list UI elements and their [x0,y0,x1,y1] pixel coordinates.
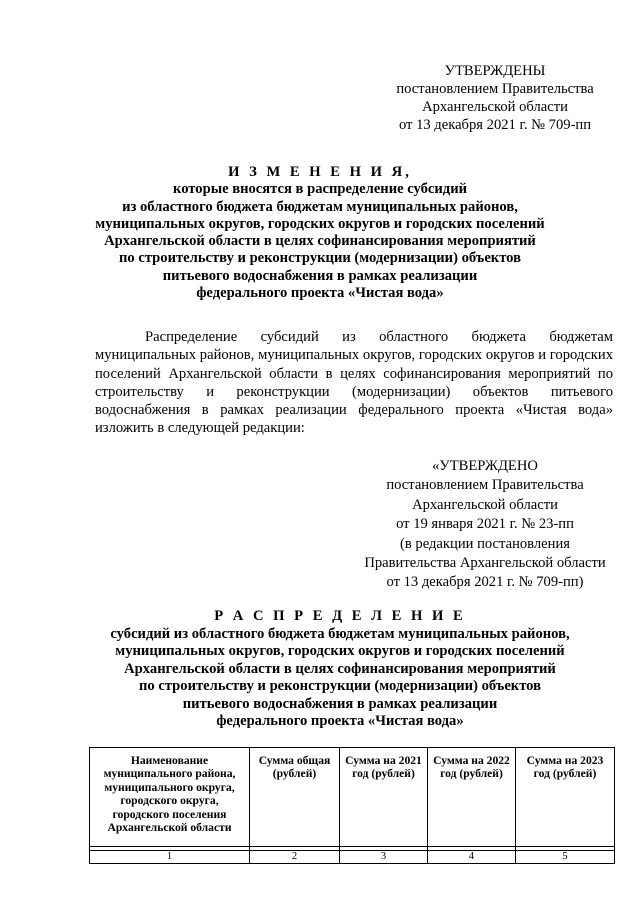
distribution-title-line: субсидий из областного бюджета бюджетам муниципальных районов, [110,625,570,642]
distribution-title-line: Архангельской области в целях софинансирования мероприятий [124,660,556,677]
table-row-column-numbers [90,851,615,864]
header-sum-2023: Сумма на 2023 год (рублей) [516,748,615,847]
distribution-title-line: федерального проекта «Чистая вода» [216,713,464,729]
approval2-line: Архангельской области [412,496,558,513]
table-header-row [90,748,615,847]
approval-stamp [360,62,630,134]
header-municipality: Наименование муниципального района, муниципального округа, городского округа, городского поселения Архангельской области [90,748,250,847]
approval2-date: от 13 декабря 2021 г. № 709-пп) [386,574,584,591]
approval2-line: постановлением Правительства [386,477,584,494]
body-paragraph: Распределение субсидий из областного бюджета бюджетам муниципальных районов, муниципальных округов, городских округов и городских поселений Архангельской области в целях софинансирования мероприятий по строительству и реконструкции (модернизации) объектов питьевого водоснабжения в рамках реализации федерального проекта «Чистая вода» изложить в следующей редакции: [95,329,613,437]
distribution-table [89,747,615,864]
changes-title-line: Архангельской области в целях софинансирования мероприятий [104,233,536,250]
approval-stamp-2 [330,457,640,593]
changes-title [60,164,580,302]
approval2-line: (в редакции постановления [400,535,570,552]
changes-title-line: по строительству и реконструкции (модернизации) объектов [118,250,521,267]
approval-line: постановлением Правительства [396,81,594,97]
distribution-title-line: муниципальных округов, городских округов и городских поселений [115,643,565,659]
distribution-heading: Р А С П Р Е Д Е Л Е Н И Е [214,608,466,624]
column-number: 1 [90,851,250,864]
distribution-title-line: по строительству и реконструкции (модернизации) объектов [138,678,541,694]
changes-title-line: из областного бюджета бюджетам муниципальных районов, [122,198,518,215]
column-number: 4 [428,851,516,864]
approval-line: Архангельской области [422,99,568,115]
approval-date: от 13 декабря 2021 г. № 709-пп [398,117,592,133]
approval2-line: Правительства Архангельской области [364,555,606,572]
header-total-sum: Сумма общая (рублей) [250,748,340,847]
approval2-title: «УТВЕРЖДЕНО [432,458,538,474]
changes-title-line: которые вносятся в распределение субсидий [172,181,468,198]
approval2-date: от 19 января 2021 г. № 23-пп [396,516,574,533]
header-sum-2022: Сумма на 2022 год (рублей) [428,748,516,847]
approval-title: УТВЕРЖДЕНЫ [444,63,546,79]
column-number: 3 [340,851,428,864]
distribution-title-line: питьевого водоснабжения в рамках реализации [182,695,498,712]
column-number: 2 [250,851,340,864]
changes-heading: И З М Е Н Е Н И Я, [228,164,412,180]
changes-title-line: питьевого водоснабжения в рамках реализации [162,267,478,284]
changes-title-line: муниципальных округов, городских округов и городских поселений [95,215,545,232]
header-sum-2021: Сумма на 2021 год (рублей) [340,748,428,847]
changes-title-line: федерального проекта «Чистая вода» [196,285,444,302]
distribution-title [60,608,620,731]
body-paragraph-container [95,328,613,438]
column-number: 5 [516,851,615,864]
